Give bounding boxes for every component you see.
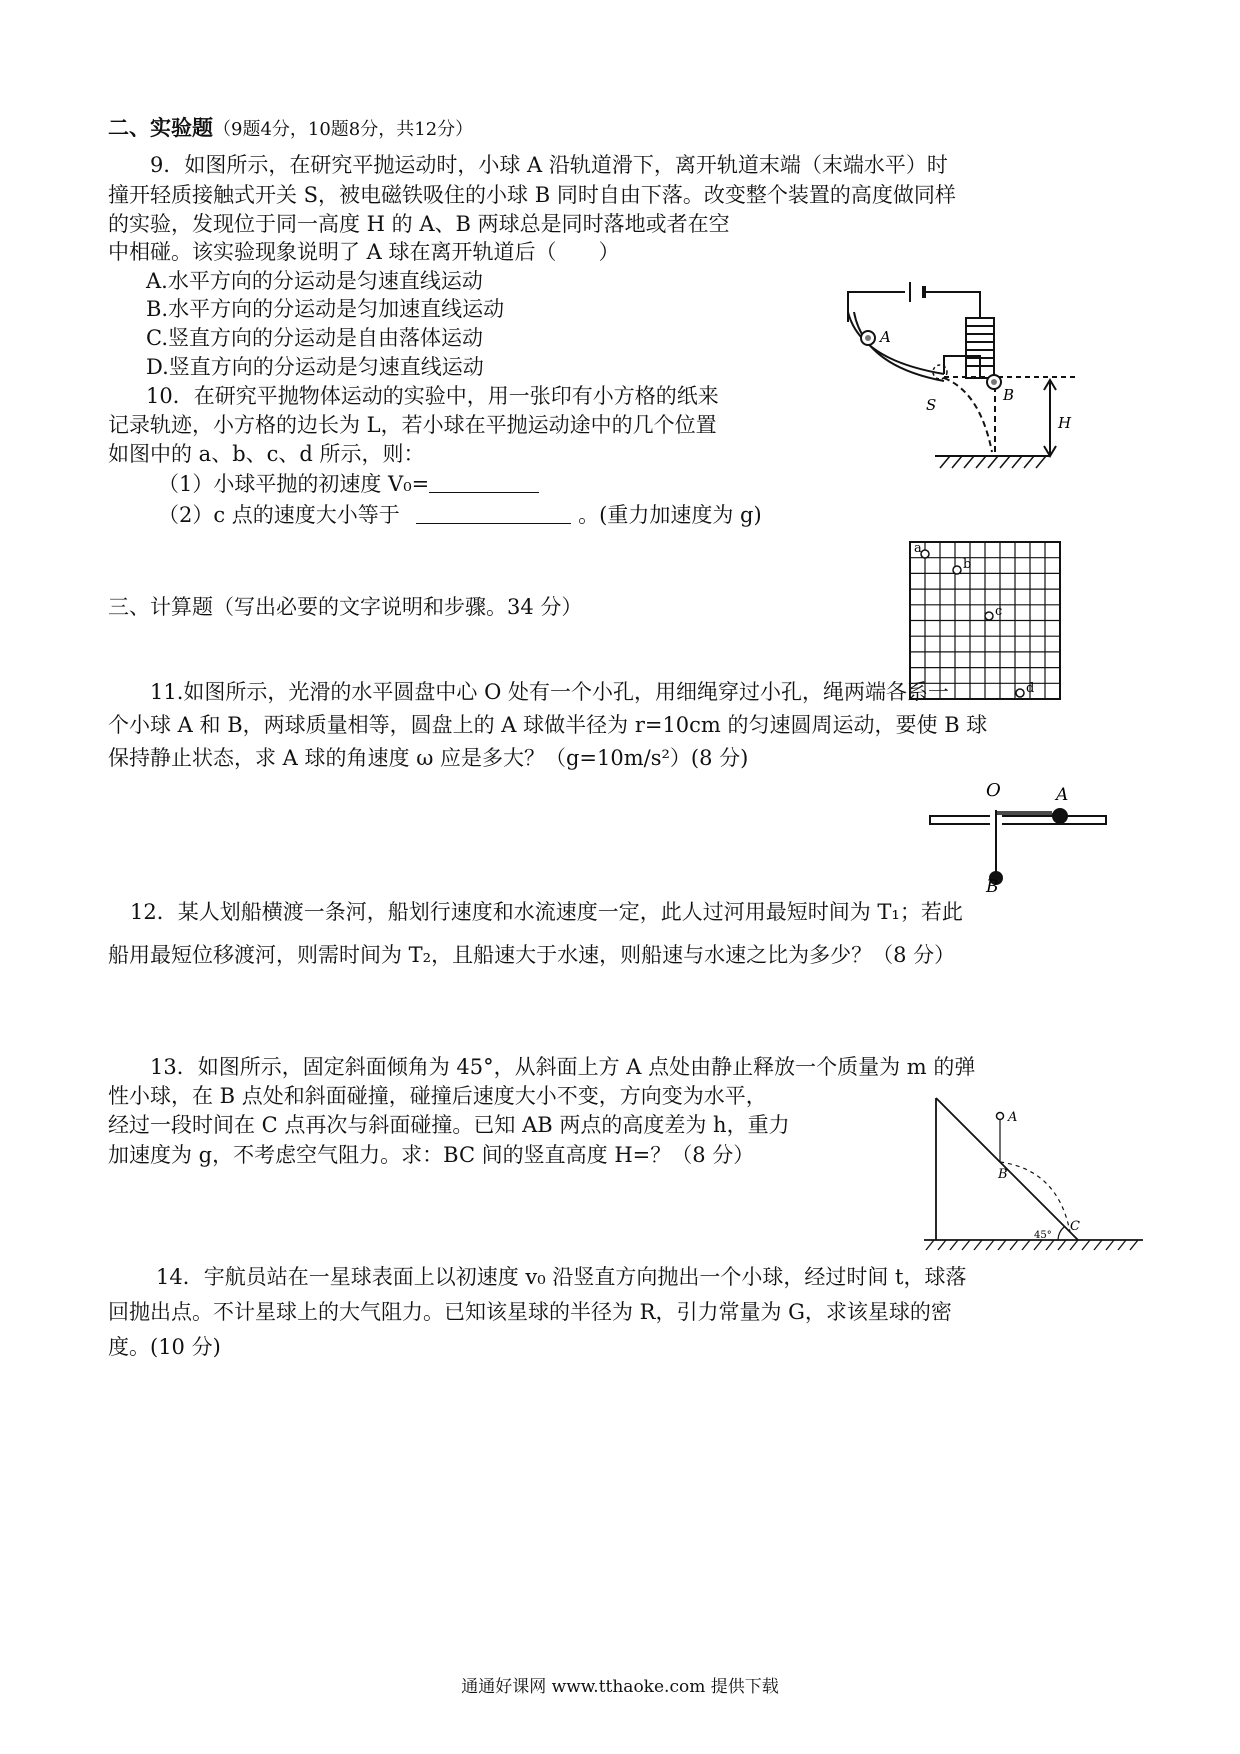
q13-incline-figure — [918, 1090, 1148, 1260]
q9-option-a: A.水平方向的分运动是匀速直线运动 — [146, 269, 483, 293]
q11-line-3: 保持静止状态，求 A 球的角速度 ω 应是多大？（g=10m/s²）(8 分) — [108, 746, 749, 770]
point-a — [921, 550, 929, 558]
q12-line-1: 12．某人划船横渡一条河，船划行速度和水流速度一定，此人过河用最短时间为 T₁；若此 — [130, 900, 963, 924]
ball-a — [997, 1113, 1004, 1120]
label-h: H — [1058, 414, 1072, 432]
q13-line-1: 13．如图所示，固定斜面倾角为 45°，从斜面上方 A 点处由静止释放一个质量为 m 的弹 — [150, 1055, 976, 1079]
q10-line-1: 10．在研究平抛物体运动的实验中，用一张印有小方格的纸来 — [146, 384, 719, 408]
section-2-title: 二、实验题 — [108, 115, 213, 140]
q10-part-2 — [158, 500, 762, 530]
label-s: S — [926, 396, 937, 414]
q9-apparatus-figure — [840, 282, 1080, 512]
q9-option-c: C.竖直方向的分运动是自由落体运动 — [146, 326, 483, 350]
q10-part-1 — [158, 469, 539, 499]
answer-blank-v0[interactable] — [429, 472, 539, 493]
answer-blank-vc[interactable] — [416, 503, 571, 524]
q10-line-2: 记录轨迹，小方格的边长为 L，若小球在平抛运动途中的几个位置 — [108, 413, 717, 437]
label-point-c: c — [995, 604, 1003, 619]
q11-line-2: 个小球 A 和 B，两球质量相等，圆盘上的 A 球做半径为 r=10cm 的匀速圆周运动，要使 B 球 — [108, 713, 988, 737]
section-2-heading — [108, 113, 473, 145]
q14-line-1: 14．宇航员站在一星球表面上以初速度 v₀ 沿竖直方向抛出一个小球，经过时间 t，球落 — [156, 1265, 967, 1289]
label-angle: 45° — [1034, 1230, 1052, 1241]
q9-line-3: 的实验，发现位于同一高度 H 的 A、B 两球总是同时落地或者在空 — [108, 212, 730, 236]
q13-line-4: 加速度为 g，不考虑空气阻力。求：BC 间的竖直高度 H=？（8 分） — [108, 1143, 755, 1167]
q10-line-3: 如图中的 a、b、c、d 所示，则： — [108, 442, 425, 466]
label-a: A — [1008, 1110, 1018, 1125]
point-b — [953, 566, 961, 574]
q9-line-1: 9．如图所示，在研究平抛运动时，小球 A 沿轨道滑下，离开轨道末端（末端水平）时 — [150, 153, 948, 177]
q9-line-2: 撞开轻质接触式开关 S，被电磁铁吸住的小球 B 同时自由下落。改变整个装置的高度做同样 — [108, 183, 956, 207]
label-b: B — [986, 877, 999, 897]
q11-line-1: 11.如图所示，光滑的水平圆盘中心 O 处有一个小孔，用细绳穿过小孔，绳两端各系一 — [150, 680, 949, 704]
label-point-a: a — [914, 541, 922, 556]
q10-part-2-tail: 。(重力加速度为 g) — [578, 503, 762, 527]
label-o: O — [986, 780, 1001, 801]
q12-line-2: 船用最短位移渡河，则需时间为 T₂，且船速大于水速，则船速与水速之比为多少？（8 分） — [108, 943, 956, 967]
q9-option-d: D.竖直方向的分运动是匀速直线运动 — [146, 355, 484, 379]
ball-a — [1052, 808, 1068, 824]
section-3-heading: 三、计算题（写出必要的文字说明和步骤。34 分） — [108, 595, 583, 619]
q13-line-3: 经过一段时间在 C 点再次与斜面碰撞。已知 AB 两点的高度差为 h，重力 — [108, 1113, 790, 1137]
page-footer: 通通好课网 www.tthaoke.com 提供下载 — [461, 1677, 779, 1697]
q11-disk-figure — [924, 778, 1124, 898]
label-b: B — [998, 1167, 1008, 1182]
q9-option-b: B.水平方向的分运动是匀加速直线运动 — [146, 297, 505, 321]
point-d — [1016, 689, 1024, 697]
label-b: B — [1003, 386, 1015, 404]
label-a: A — [1056, 785, 1069, 805]
q14-line-3: 度。(10 分) — [108, 1335, 221, 1359]
label-a: A — [880, 328, 891, 346]
q13-line-2: 性小球，在 B 点处和斜面碰撞，碰撞后速度大小不变，方向变为水平， — [108, 1084, 767, 1108]
q10-part-1-text: （1）小球平抛的初速度 V₀= — [158, 472, 430, 496]
q10-part-2-text: （2）c 点的速度大小等于 — [158, 503, 400, 527]
q14-line-2: 回抛出点。不计星球上的大气阻力。已知该星球的半径为 R，引力常量为 G，求该星球的密 — [108, 1300, 952, 1324]
label-point-d: d — [1026, 681, 1035, 696]
label-point-b: b — [963, 557, 972, 572]
q9-line-4: 中相碰。该实验现象说明了 A 球在离开轨道后（ ） — [108, 240, 620, 264]
point-c — [985, 612, 993, 620]
label-c: C — [1070, 1219, 1080, 1234]
section-2-note: （9题4分，10题8分，共12分） — [213, 119, 474, 140]
